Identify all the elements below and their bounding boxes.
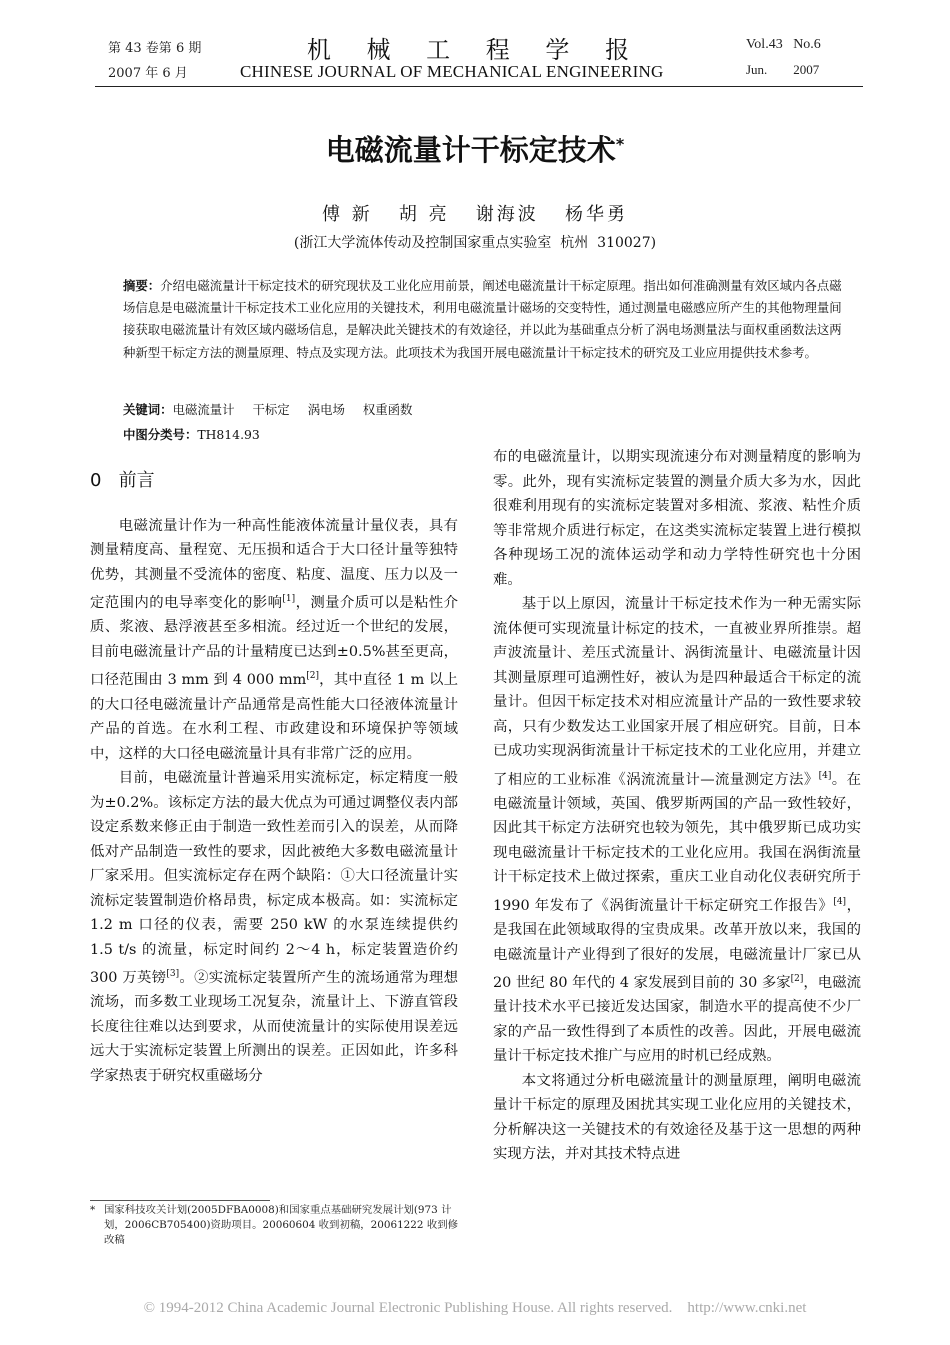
volume-issue-cn: 第 43 卷第 6 期 <box>108 41 202 56</box>
classification-label: 中图分类号： <box>123 427 198 442</box>
date-en: Jun. 2007 <box>746 62 820 77</box>
citation: [4] <box>818 770 832 781</box>
paper-title-text: 电磁流量计干标定技术 <box>325 133 616 167</box>
header-rule <box>95 86 863 87</box>
keyword: 电磁流量计 <box>172 402 235 417</box>
paragraph: 基于以上原因，流量计干标定技术作为一种无需实际流体便可实现流量计标定的技术，一直被业界所推崇。超声波流量计、差压式流量计、涡街流量计、电磁流量计因其测量原理可追溯性好，被认为是四种最适合干标定的流量计。但因干标定技术对相应流量计产品的一致性要求较高，只有少数发达工业国家开展了相应研究。目前，日本已成功实现涡街流量计干标定技术的工业化应用，并建立了相应的工业标准《涡流流量计—流量测定方法》[4]。在电磁流量计领域，英国、俄罗斯两国的产品一致性较好，因此其干标定方法研究也较为领先，其中俄罗斯已成功实现电磁流量计干标定技术的工业化应用。我国在涡街流量计干标定技术上做过探索，重庆工业自动化仪表研究所于 1990 年发布了《涡街流量计干标定研究工作报告》[4]，是我国在此领域取得的宝贵成果。改革开放以来，我国的电磁流量计产业得到了很好的发展，电磁流量计厂家已从 20 世纪 80 年代的 4 家发展到目前的 30 多家[2]，电磁流量计技术水平已接近发达国家，制造水平的提高使不少厂家的产品一致性得到了本质性的改善。因此，开展电磁流量计干标定技术推广与应用的时机已经成熟。 <box>493 596 861 1065</box>
citation: [2] <box>790 974 804 985</box>
left-column <box>90 445 458 1088</box>
footnote-text: 国家科技攻关计划(2005DFBA0008)和国家重点基础研究发展计划(973 计划，2006CB705400)资助项目。20060604 收到初稿，20061222 收到修改稿 <box>104 1204 458 1246</box>
paragraph: 本文将通过分析电磁流量计的测量原理，阐明电磁流量计干标定的原理及困扰其实现工业化应用的关键技术，分析解决这一关键技术的有效途径及基于这一思想的两种实现方法，并对其技术特点进 <box>493 1072 861 1163</box>
paragraph: 布的电磁流量计，以期实现流速分布对测量精度的影响为零。此外，现有实流标定装置的测量介质大多为水，因此很难利用现有的实流标定装置对多相流、浆液、粘性介质等非常规介质进行标定，在这类实流标定装置上进行模拟各种现场工况的流体运动学和动力学特性研究也十分困难。 <box>493 449 861 588</box>
paper-title <box>0 128 950 169</box>
journal-title-en: CHINESE JOURNAL OF MECHANICAL ENGINEERING <box>240 62 664 81</box>
section-heading: 0 前言 <box>90 470 155 491</box>
journal-title-cn: 机 械 工 程 学 报 <box>306 36 644 64</box>
citation: [3] <box>166 969 180 980</box>
date-cn: 2007 年 6 月 <box>108 66 188 81</box>
abstract-text: 介绍电磁流量计干标定技术的研究现状及工业化应用前景，阐述电磁流量计干标定原理。指出如何准确测量有效区域内各点磁场信息是电磁流量计干标定技术工业化应用的关键技术，利用电磁流量计磁场的交变特性，通过测量电磁感应所产生的其他物理量间接获取电磁流量计有效区域内磁场信息，是解决此关键技术的有效途径，并以此为基础重点分析了涡电场测量法与面权重函数法这两种新型干标定方法的测量原理、特点及实现方法。此项技术为我国开展电磁流量计干标定技术的研究及工业应用提供技术参考。 <box>123 278 842 360</box>
keyword: 涡电场 <box>307 402 345 417</box>
citation: [4] <box>833 896 847 907</box>
footnote <box>90 1203 460 1248</box>
volume-number-en: Vol.43 No.6 <box>746 37 821 52</box>
footnote-mark: * <box>90 1204 96 1216</box>
classification-value: TH814.93 <box>197 427 260 442</box>
authors: 傅 新 胡 亮 谢海波 杨华勇 <box>322 204 628 225</box>
citation: [2] <box>306 671 319 682</box>
paragraph: 电磁流量计作为一种高性能液体流量计量仪表，具有测量精度高、量程宽、无压损和适合于大口径计量等独特优势，其测量不受流体的密度、粘度、温度、压力以及一定范围内的电导率变化的影响[1]，测量介质可以是粘性介质、浆液、悬浮液甚至多相流。经过近一个世纪的发展，目前电磁流量计产品的计量精度已达到±0.5%甚至更高，口径范围由 3 mm 到 4 000 mm[2]，其中直径 1 m 以上的大口径电磁流量计产品通常是高性能大口径液体流量计产品的首选。在水利工程、市政建设和环境保护等领域中，这样的大口径电磁流量计具有非常广泛的应用。 <box>90 517 458 762</box>
title-footnote-mark: * <box>615 134 625 154</box>
affiliation: (浙江大学流体传动及控制国家重点实验室 杭州 310027) <box>293 235 657 251</box>
abstract <box>123 275 853 364</box>
keyword: 干标定 <box>252 402 290 417</box>
classification <box>123 425 260 443</box>
keywords-label: 关键词： <box>123 402 173 417</box>
abstract-label: 摘要： <box>123 278 161 293</box>
paragraph: 目前，电磁流量计普遍采用实流标定，标定精度一般为±0.2%。该标定方法的最大优点为可通过调整仪表内部设定系数来修正由于制造一致性差而引入的误差，从而降低对产品制造一致性的要求，因此被绝大多数电磁流量计厂家采用。但实流标定存在两个缺陷：①大口径流量计实流标定装置制造价格昂贵，标定成本极高。如：实流标定 1.2 m 口径的仪表，需要 250 kW 的水泵连续提供约 1.5 t/s 的流量，标定时间约 2～4 h，标定装置造价约 300 万英镑[3]。②实流标定装置所产生的流场通常为理想流场，而多数工业现场工况复杂，流量计上、下游直管段长度往往难以达到要求，从而使流量计的实际使用误差远远大于实流标定装置上所测出的误差。正因如此，许多科学家热衷于研究权重磁场分 <box>90 770 458 1084</box>
citation: [1] <box>282 594 296 604</box>
keywords <box>123 398 430 422</box>
keyword: 权重函数 <box>362 402 413 417</box>
right-column <box>493 445 861 1167</box>
copyright-notice: © 1994-2012 China Academic Journal Electronic Publishing House. All rights reserved. http://www.cnki.net <box>143 1300 807 1316</box>
footnote-rule <box>90 1200 270 1201</box>
